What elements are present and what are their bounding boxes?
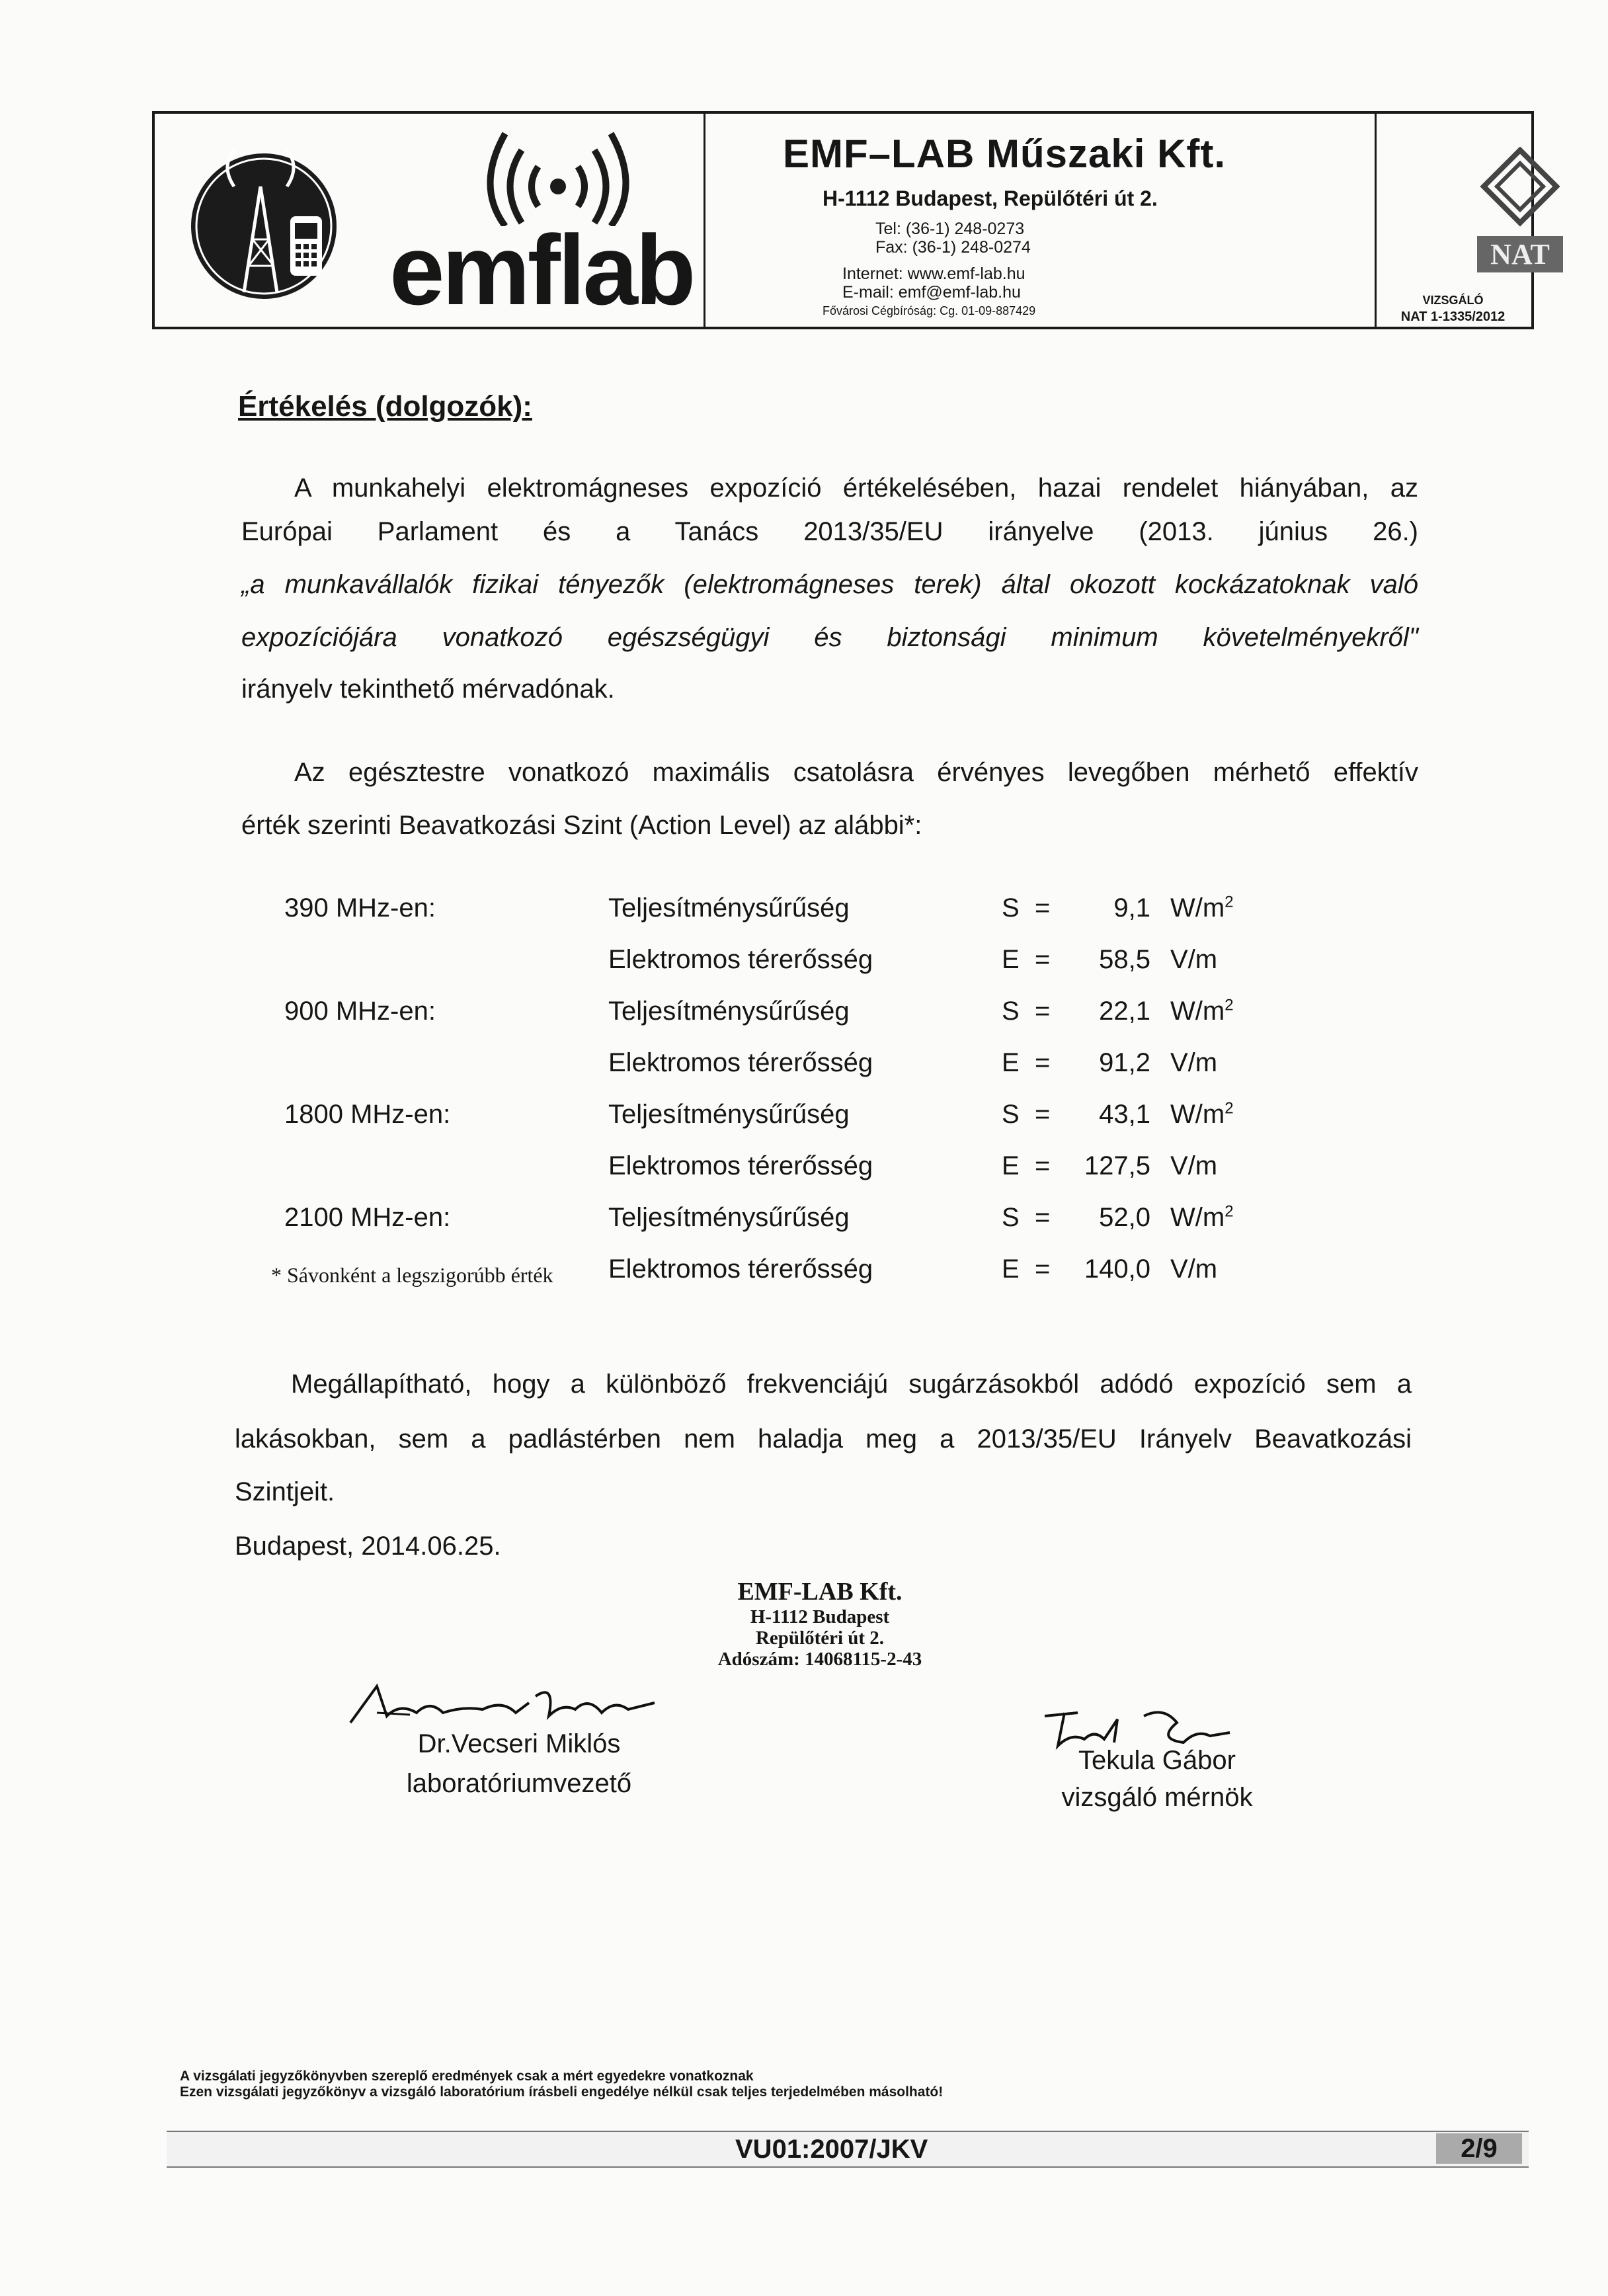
frequency-label: 1800 MHz-en: [284,1100,451,1129]
unit-text: W/m [1170,893,1225,922]
limit-value: 43,1 [1099,1100,1150,1129]
unit-exponent: 2 [1225,1099,1234,1118]
limit-unit [1170,1141,1217,1191]
action-level-line-1: Az egésztestre vonatkozó maximális csatolásra érvényes levegőben mérhető effektív [294,758,1418,787]
equals-sign: = [1035,1100,1051,1129]
stamp-address-2: Repülőtéri út 2. [755,1627,885,1649]
company-website: Internet: www.emf-lab.hu [842,265,1025,283]
company-fax: Fax: (36-1) 248-0274 [875,238,1031,257]
quantity-symbol: E [1002,1048,1020,1077]
svg-text:NAT: NAT [1490,238,1550,270]
conclusion-line-3: Szintjeit. [235,1477,335,1506]
limit-unit [1170,1038,1217,1088]
limit-value: 9,1 [1113,893,1150,922]
quantity-symbol: S [1002,893,1020,922]
date-line: Budapest, 2014.06.25. [235,1532,501,1561]
signal-waves-icon [475,127,641,226]
stamp-address-1: H-1112 Budapest [750,1606,890,1627]
quantity-symbol: E [1002,945,1020,974]
unit-text: V/m [1170,1254,1218,1284]
company-info-cell [704,114,1377,327]
limit-unit [1170,1192,1234,1243]
section-heading: Értékelés (dolgozók): [238,390,532,423]
intro-line-4: expozíciójára vonatkozó egészségügyi és biztonsági minimum követelményekről" [241,623,1418,652]
quantity-label: Elektromos térerősség [608,1048,873,1077]
page-number: 2/9 [1436,2133,1522,2164]
equals-sign: = [1035,1203,1051,1232]
quantity-label: Teljesítménysűrűség [608,997,850,1026]
signature-vecseri [337,1676,668,1736]
limit-unit [1170,1089,1234,1139]
limit-value: 127,5 [1084,1151,1150,1180]
company-email: E-mail: emf@emf-lab.hu [842,283,1021,302]
accreditation-cell [1375,114,1550,327]
equals-sign: = [1035,1048,1051,1077]
unit-exponent: 2 [1225,893,1234,911]
signer-1-name: Dr.Vecseri Miklós [417,1729,621,1758]
quantity-symbol: S [1002,1100,1020,1129]
footer-disclaimer-1: A vizsgálati jegyzőkönyvben szereplő eredmények csak a mért egyedekre vonatkoznak [180,2069,754,2084]
intro-line-3: „a munkavállalók fizikai tényezők (elektromágneses terek) által okozott kockázatoknak való [241,570,1418,599]
logo-wordmark: emflab [389,214,694,325]
limit-unit [1170,883,1234,933]
limit-value: 52,0 [1099,1203,1150,1232]
unit-text: W/m [1170,1100,1225,1129]
stamp-tax-number: Adószám: 14068115-2-43 [717,1649,922,1670]
unit-text: V/m [1170,1048,1218,1077]
signer-2-title: vizsgáló mérnök [1061,1783,1253,1812]
company-phone: Tel: (36-1) 248-0273 [875,220,1025,238]
action-level-line-2: érték szerinti Beavatkozási Szint (Action Level) az alábbi*: [241,811,922,840]
equals-sign: = [1035,893,1051,922]
frequency-label: 2100 MHz-en: [284,1203,451,1232]
unit-exponent: 2 [1225,1202,1234,1221]
quantity-label: Elektromos térerősség [608,1254,873,1284]
company-stamp [661,1577,979,1670]
limit-value: 140,0 [1084,1254,1150,1284]
quantity-symbol: S [1002,1203,1020,1232]
stamp-company-name: EMF-LAB Kft. [737,1578,903,1606]
limit-unit [1170,1244,1217,1294]
unit-text: V/m [1170,945,1218,974]
signer-2-name: Tekula Gábor [1078,1746,1236,1775]
unit-exponent: 2 [1225,996,1234,1014]
quantity-label: Teljesítménysűrűség [608,1203,850,1232]
conclusion-line-1: Megállapítható, hogy a különböző frekvenciájú sugárzásokból adódó expozíció sem a [291,1370,1412,1399]
unit-text: W/m [1170,997,1225,1026]
signer-1-title: laboratóriumvezető [406,1769,632,1798]
quantity-label: Teljesítménysűrűség [608,1100,850,1129]
document-code: VU01:2007/JKV [735,2135,928,2164]
emflab-logo-icon [181,140,406,319]
quantity-symbol: E [1002,1254,1020,1284]
equals-sign: = [1035,1151,1051,1180]
conclusion-line-2: lakásokban, sem a padlástérben nem haladja meg a 2013/35/EU Irányelv Beavatkozási [235,1424,1412,1454]
intro-line-1: A munkahelyi elektromágneses expozíció értékelésében, hazai rendelet hiányában, az [294,473,1418,503]
logo-cell [155,114,705,327]
limit-value: 22,1 [1099,997,1150,1026]
unit-text: W/m [1170,1203,1225,1232]
frequency-label: 900 MHz-en: [284,997,436,1026]
footer-disclaimer-2: Ezen vizsgálati jegyzőkönyv a vizsgáló laboratórium írásbeli engedélye nélkül csak teljes terjedelmében másolható! [180,2084,944,2100]
nat-accreditation-icon [1474,147,1566,286]
limit-unit [1170,934,1217,985]
limit-value: 91,2 [1099,1048,1150,1077]
limit-value: 58,5 [1099,945,1150,974]
quantity-label: Elektromos térerősség [608,1151,873,1180]
equals-sign: = [1035,1254,1051,1284]
quantity-label: Teljesítménysűrűség [608,893,850,922]
company-registry: Fővárosi Cégbíróság: Cg. 01-09-887429 [823,304,1036,317]
intro-line-2: Európai Parlament és a Tanács 2013/35/EU irányelve (2013. június 26.) [241,517,1418,546]
equals-sign: = [1035,997,1051,1026]
letterhead [152,111,1550,329]
equals-sign: = [1035,945,1051,974]
accreditation-number: NAT 1-1335/2012 [1400,309,1506,324]
quantity-symbol: E [1002,1151,1020,1180]
company-address: H-1112 Budapest, Repülőtéri út 2. [823,186,1158,210]
footnote: * Sávonként a legszigorúbb érték [271,1263,553,1287]
footer-bar [167,2131,1529,2168]
limit-unit [1170,986,1234,1036]
company-name: EMF–LAB Műszaki Kft. [783,132,1226,176]
accreditation-label: VIZSGÁLÓ [1422,294,1484,307]
quantity-label: Elektromos térerősség [608,945,873,974]
frequency-label: 390 MHz-en: [284,893,436,922]
unit-text: V/m [1170,1151,1218,1180]
quantity-symbol: S [1002,997,1020,1026]
intro-line-5: irányelv tekinthető mérvadónak. [241,675,615,704]
